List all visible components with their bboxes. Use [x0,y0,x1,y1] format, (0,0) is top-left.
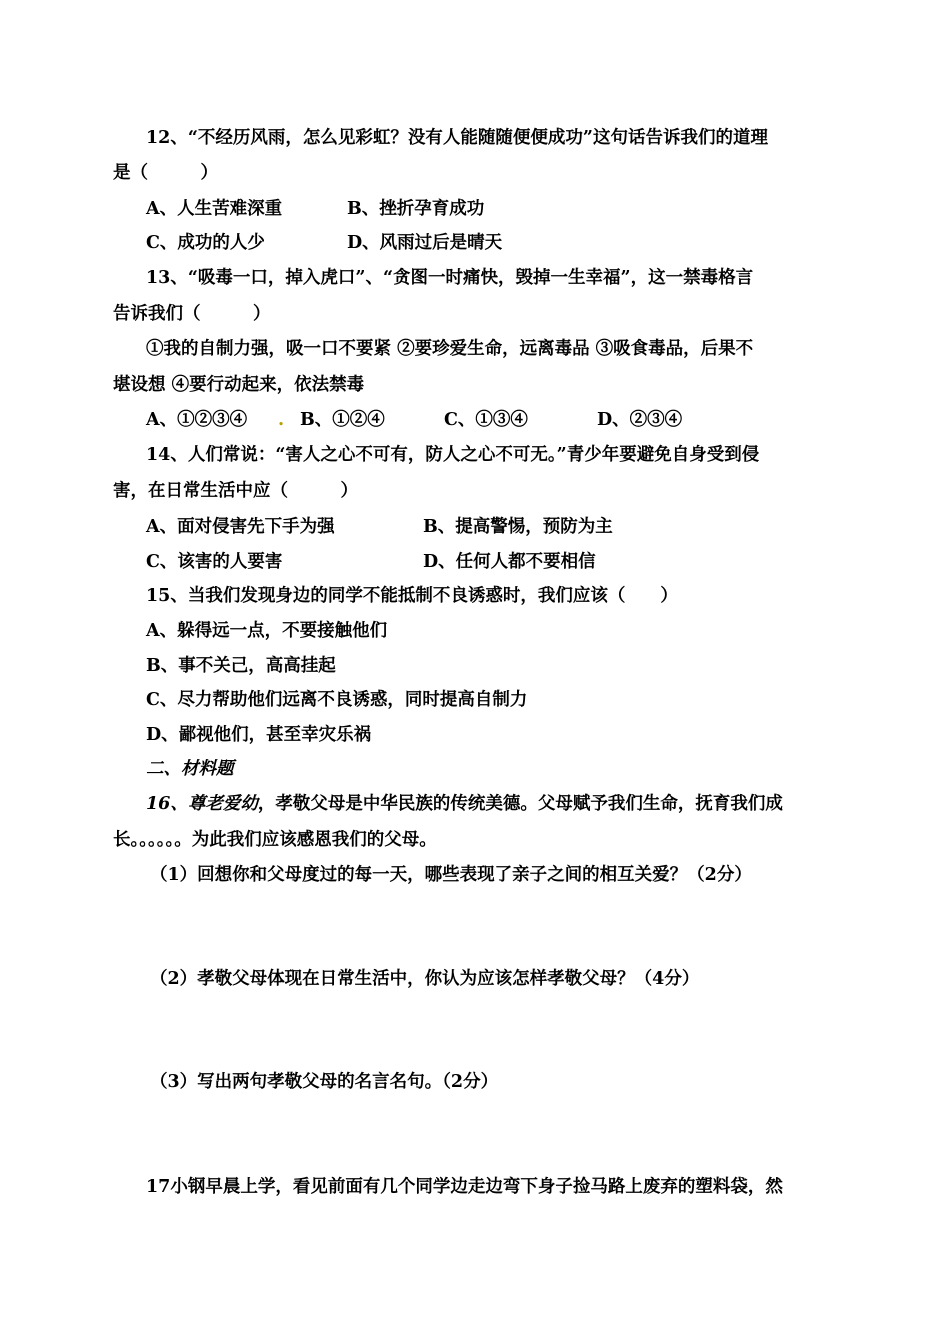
q13-stem-line2: 告诉我们（ ） [113,304,271,324]
q14-option-a: A、面对侵害先下手为强 [146,517,335,537]
q16-label: 16、尊老爱幼 [146,794,258,814]
q16-stem-text: ，孝敬父母是中华民族的传统美德。父母赋予我们生命，抚育我们成 [257,794,783,814]
q12-option-a: A、人生苦难深重 [146,199,283,219]
q15-option-c: C、尽力帮助他们远离不良诱惑，同时提高自制力 [146,690,528,710]
q15-option-a: A、躲得远一点，不要接触他们 [146,621,388,641]
q14-option-b: B、提高警惕，预防为主 [423,517,613,537]
q16-stem-line2: 长。。。。。。为此我们应该感恩我们的父母。 [113,830,437,850]
q13-items-line1: ①我的自制力强，吸一口不要紧 ②要珍爱生命，远离毒品 ③吸食毒品，后果不 [146,339,754,359]
q16-stem-line1 [146,793,783,815]
section-heading-materials: 二、材料题 [146,759,234,779]
q12-stem-line1: 12、“不经历风雨，怎么见彩虹？没有人能随随便便成功”这句话告诉我们的道理 [146,128,768,148]
q16-sub1: （1）回想你和父母度过的每一天，哪些表现了亲子之间的相互关爱？（2分） [150,865,752,885]
q12-option-c: C、成功的人少 [146,233,265,253]
stray-dot-mark: . [278,410,285,430]
q13-items-line2: 堪设想 ④要行动起来，依法禁毒 [113,375,365,395]
q13-option-c: C、①③④ [444,410,528,430]
q16-sub3: （3）写出两句孝敬父母的名言名句。（2分） [150,1072,499,1092]
q14-stem-line1: 14、人们常说：“害人之心不可有，防人之心不可无。”青少年要避免自身受到侵 [146,445,760,465]
q12-stem-line2: 是（ ） [113,163,218,183]
q15-option-d: D、鄙视他们，甚至幸灾乐祸 [146,725,372,745]
q14-option-d: D、任何人都不要相信 [423,552,596,572]
q15-stem: 15、当我们发现身边的同学不能抵制不良诱惑时，我们应该（ ） [146,586,678,606]
q14-stem-line2: 害，在日常生活中应（ ） [113,481,358,501]
q12-option-d: D、风雨过后是晴天 [347,233,503,253]
q13-stem-line1: 13、“吸毒一口，掉入虎口”、“贪图一时痛快，毁掉一生幸福”，这一禁毒格言 [146,268,754,288]
q13-option-b: B、①②④ [300,410,385,430]
q13-option-d: D、②③④ [597,410,683,430]
q14-option-c: C、该害的人要害 [146,552,283,572]
q15-option-b: B、事不关己，高高挂起 [146,656,336,676]
q12-option-b: B、挫折孕育成功 [347,199,485,219]
q16-sub2: （2）孝敬父母体现在日常生活中，你认为应该怎样孝敬父母？（4分） [150,969,700,989]
q17-stem-line1: 17小钢早晨上学，看见前面有几个同学边走边弯下身子捡马路上废弃的塑料袋，然 [146,1177,783,1197]
q13-option-a: A、①②③④ [146,410,248,430]
